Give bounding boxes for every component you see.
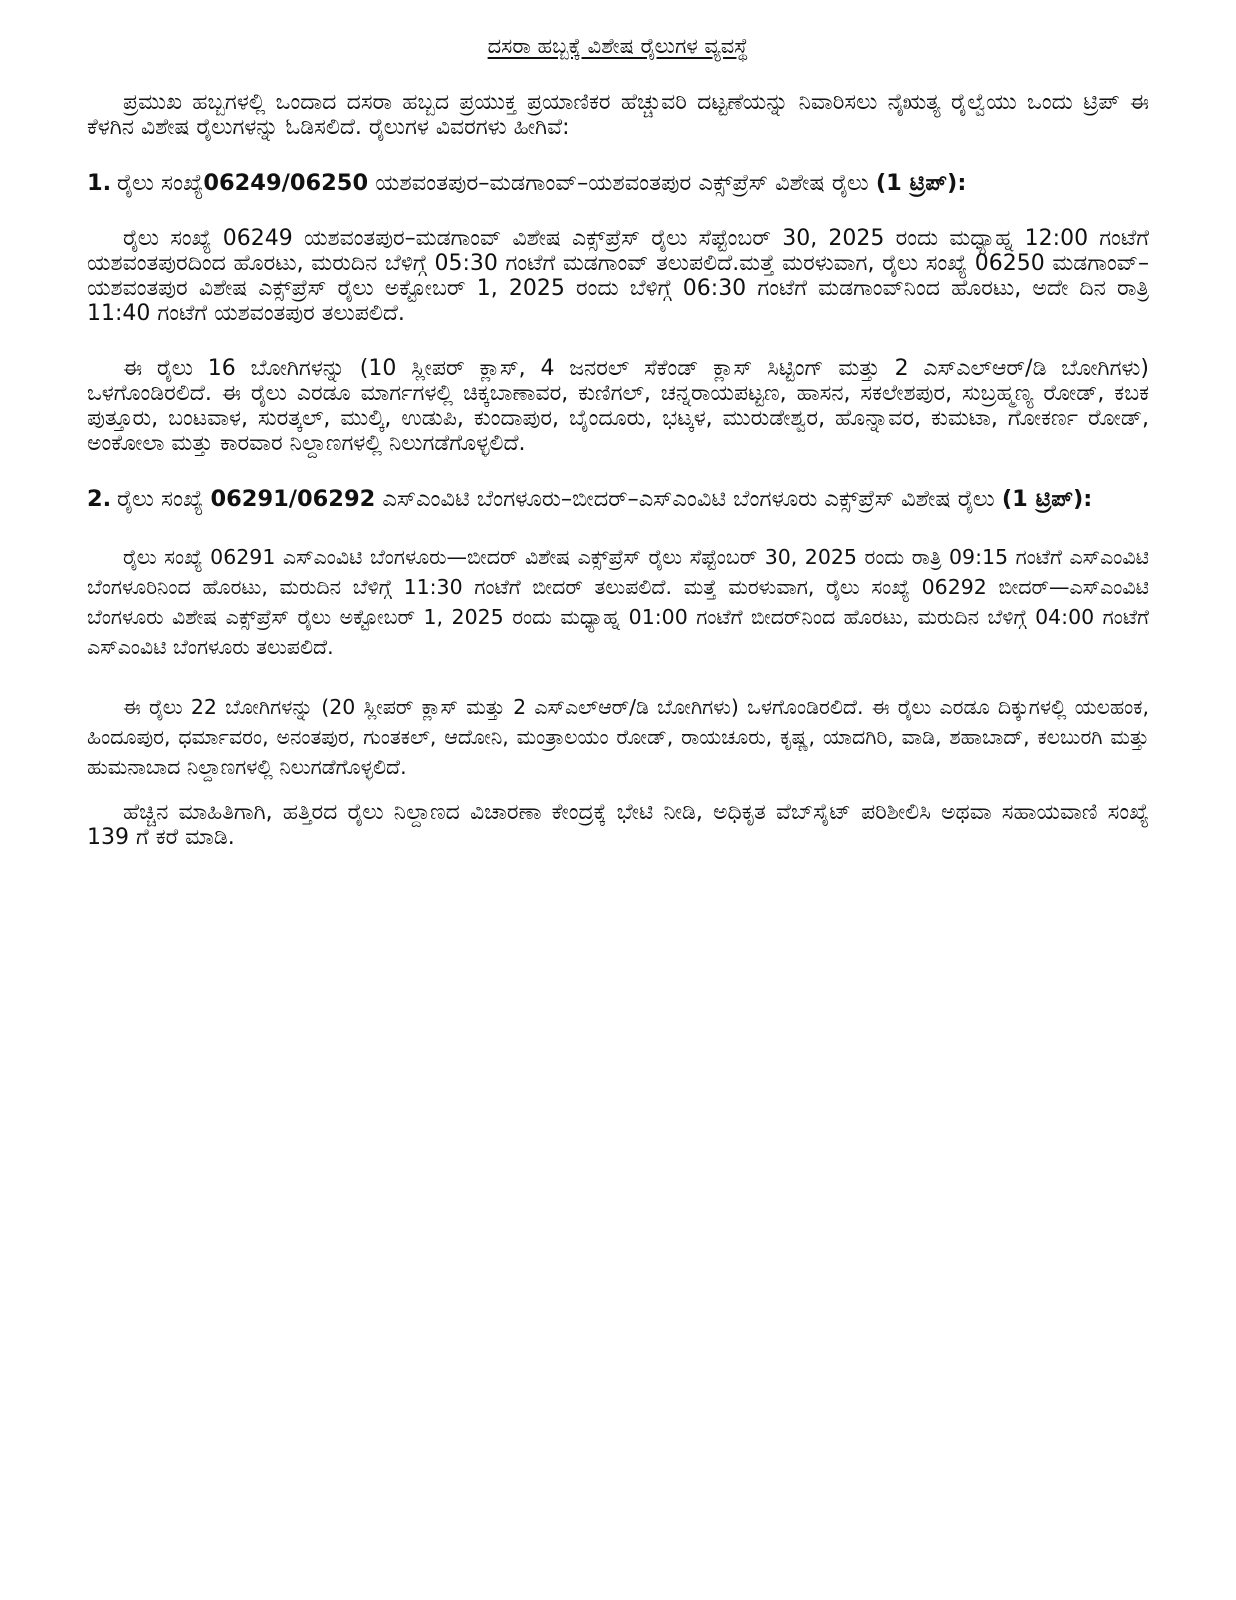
closing-paragraph: ಹೆಚ್ಚಿನ ಮಾಹಿತಿಗಾಗಿ, ಹತ್ತಿರದ ರೈಲು ನಿಲ್ದಾಣದ ವಿಚಾರಣಾ ಕೇಂದ್ರಕ್ಕೆ ಭೇಟಿ ನೀಡಿ, ಅಧಿಕೃತ ವೆಬ್‌ಸೈಟ್ ಪರಿಶೀಲಿಸಿ ಅಥವಾ ಸಹಾಯವಾಣಿ ಸಂಖ್ಯೆ 139 ಗೆ ಕರೆ ಮಾಡಿ. [87,800,1149,850]
section-2-heading-text [117,486,1149,512]
document-page [87,30,1149,850]
section-1-stops-paragraph: ಈ ರೈಲು 16 ಬೋಗಿಗಳನ್ನು (10 ಸ್ಲೀಪರ್ ಕ್ಲಾಸ್, 4 ಜನರಲ್ ಸೆಕೆಂಡ್ ಕ್ಲಾಸ್ ಸಿಟ್ಟಿಂಗ್ ಮತ್ತು 2 ಎಸ್‌ಎಲ್‌ಆರ್/ಡಿ ಬೋಗಿಗಳು) ಒಳಗೊಂಡಿರಲಿದೆ. ಈ ರೈಲು ಎರಡೂ ಮಾರ್ಗಗಳಲ್ಲಿ ಚಿಕ್ಕಬಾಣಾವರ, ಕುಣಿಗಲ್, ಚನ್ನರಾಯಪಟ್ಟಣ, ಹಾಸನ, ಸಕಲೇಶಪುರ, ಸುಬ್ರಹ್ಮಣ್ಯ ರೋಡ್, ಕಬಕ ಪುತ್ತೂರು, ಬಂಟವಾಳ, ಸುರತ್ಕಲ್, ಮುಲ್ಕಿ, ಉಡುಪಿ, ಕುಂದಾಪುರ, ಬೈಂದೂರು, ಭಟ್ಕಳ, ಮುರುಡೇಶ್ವರ, ಹೊನ್ನಾವರ, ಕುಮಟಾ, ಗೋಕರ್ಣ ರೋಡ್, ಅಂಕೋಲಾ ಮತ್ತು ಕಾರವಾರ ನಿಲ್ದಾಣಗಳಲ್ಲಿ ನಿಲುಗಡೆಗೊಳ್ಳಲಿದೆ. [87,356,1149,456]
document-title: ದಸರಾ ಹಬ್ಬಕ್ಕೆ ವಿಶೇಷ ರೈಲುಗಳ ವ್ಯವಸ್ಥೆ [487,34,749,58]
section-1-train-numbers: 06249/06250 [203,170,369,196]
section-2-heading-prefix: ರೈಲು ಸಂಖ್ಯೆ [117,486,211,512]
section-1-heading-prefix: ರೈಲು ಸಂಖ್ಯೆ [117,170,204,196]
section-2-heading-route: ಎಸ್‌ಎಂವಿಟಿ ಬೆಂಗಳೂರು–ಬೀದರ್–ಎಸ್‌ಎಂವಿಟಿ ಬೆಂಗಳೂರು ಎಕ್ಸ್‌ಪ್ರೆಸ್ ವಿಶೇಷ ರೈಲು [375,486,1002,512]
intro-paragraph: ಪ್ರಮುಖ ಹಬ್ಬಗಳಲ್ಲಿ ಒಂದಾದ ದಸರಾ ಹಬ್ಬದ ಪ್ರಯುಕ್ತ ಪ್ರಯಾಣಿಕರ ಹೆಚ್ಚುವರಿ ದಟ್ಟಣೆಯನ್ನು ನಿವಾರಿಸಲು ನೈಋತ್ಯ ರೈಲ್ವೆಯು ಒಂದು ಟ್ರಿಪ್ ಈ ಕೆಳಗಿನ ವಿಶೇಷ ರೈಲುಗಳನ್ನು ಓಡಿಸಲಿದೆ. ರೈಲುಗಳ ವಿವರಗಳು ಹೀಗಿವೆ: [87,90,1149,140]
section-2-schedule-paragraph: ರೈಲು ಸಂಖ್ಯೆ 06291 ಎಸ್‌ಎಂವಿಟಿ ಬೆಂಗಳೂರು—ಬೀದರ್ ವಿಶೇಷ ಎಕ್ಸ್‌ಪ್ರೆಸ್ ರೈಲು ಸೆಪ್ಟೆಂಬರ್ 30, 2025 ರಂದು ರಾತ್ರಿ 09:15 ಗಂಟೆಗೆ ಎಸ್‌ಎಂವಿಟಿ ಬೆಂಗಳೂರಿನಿಂದ ಹೊರಟು, ಮರುದಿನ ಬೆಳಿಗ್ಗೆ 11:30 ಗಂಟೆಗೆ ಬೀದರ್ ತಲುಪಲಿದೆ. ಮತ್ತೆ ಮರಳುವಾಗ, ರೈಲು ಸಂಖ್ಯೆ 06292 ಬೀದರ್—ಎಸ್‌ಎಂವಿಟಿ ಬೆಂಗಳೂರು ವಿಶೇಷ ಎಕ್ಸ್‌ಪ್ರೆಸ್ ರೈಲು ಅಕ್ಟೋಬರ್ 1, 2025 ರಂದು ಮಧ್ಯಾಹ್ನ 01:00 ಗಂಟೆಗೆ ಬೀದರ್‌ನಿಂದ ಹೊರಟು, ಮರುದಿನ ಬೆಳಿಗ್ಗೆ 04:00 ಗಂಟೆಗೆ ಎಸ್‌ಎಂವಿಟಿ ಬೆಂಗಳೂರು ತಲುಪಲಿದೆ. [87,545,1149,659]
section-2-train-numbers: 06291/06292 [210,486,376,512]
section-1-heading-trip: (1 ಟ್ರಿಪ್): [875,170,967,196]
section-1-heading-text [117,170,1149,196]
section-2-number: 2. [87,486,112,512]
section-1-heading-route: ಯಶವಂತಪುರ–ಮಡಗಾಂವ್–ಯಶವಂತಪುರ ಎಕ್ಸ್‌ಪ್ರೆಸ್ ವಿಶೇಷ ರೈಲು [368,170,876,196]
section-2-heading [87,486,1149,512]
section-1-number: 1. [87,170,112,196]
section-1-heading [87,170,1149,196]
section-2-heading-trip: (1 ಟ್ರಿಪ್): [1001,486,1093,512]
section-2-stops-paragraph: ಈ ರೈಲು 22 ಬೋಗಿಗಳನ್ನು (20 ಸ್ಲೀಪರ್ ಕ್ಲಾಸ್ ಮತ್ತು 2 ಎಸ್‌ಎಲ್‌ಆರ್/ಡಿ ಬೋಗಿಗಳು) ಒಳಗೊಂಡಿರಲಿದೆ. ಈ ರೈಲು ಎರಡೂ ದಿಕ್ಕುಗಳಲ್ಲಿ ಯಲಹಂಕ, ಹಿಂದೂಪುರ, ಧರ್ಮಾವರಂ, ಅನಂತಪುರ, ಗುಂತಕಲ್, ಆದೋನಿ, ಮಂತ್ರಾಲಯಂ ರೋಡ್, ರಾಯಚೂರು, ಕೃಷ್ಣ, ಯಾದಗಿರಿ, ವಾಡಿ, ಶಹಾಬಾದ್, ಕಲಬುರಗಿ ಮತ್ತು ಹುಮನಾಬಾದ ನಿಲ್ದಾಣಗಳಲ್ಲಿ ನಿಲುಗಡೆಗೊಳ್ಳಲಿದೆ. [87,695,1149,779]
section-1-schedule-paragraph: ರೈಲು ಸಂಖ್ಯೆ 06249 ಯಶವಂತಪುರ–ಮಡಗಾಂವ್ ವಿಶೇಷ ಎಕ್ಸ್‌ಪ್ರೆಸ್ ರೈಲು ಸೆಪ್ಟೆಂಬರ್ 30, 2025 ರಂದು ಮಧ್ಯಾಹ್ನ 12:00 ಗಂಟೆಗೆ ಯಶವಂತಪುರದಿಂದ ಹೊರಟು, ಮರುದಿನ ಬೆಳಿಗ್ಗೆ 05:30 ಗಂಟೆಗೆ ಮಡಗಾಂವ್ ತಲುಪಲಿದೆ.ಮತ್ತೆ ಮರಳುವಾಗ, ರೈಲು ಸಂಖ್ಯೆ 06250 ಮಡಗಾಂವ್–ಯಶವಂತಪುರ ವಿಶೇಷ ಎಕ್ಸ್‌ಪ್ರೆಸ್ ರೈಲು ಅಕ್ಟೋಬರ್ 1, 2025 ರಂದು ಬೆಳಿಗ್ಗೆ 06:30 ಗಂಟೆಗೆ ಮಡಗಾಂವ್‌ನಿಂದ ಹೊರಟು, ಅದೇ ದಿನ ರಾತ್ರಿ 11:40 ಗಂಟೆಗೆ ಯಶವಂತಪುರ ತಲುಪಲಿದೆ. [87,226,1149,326]
